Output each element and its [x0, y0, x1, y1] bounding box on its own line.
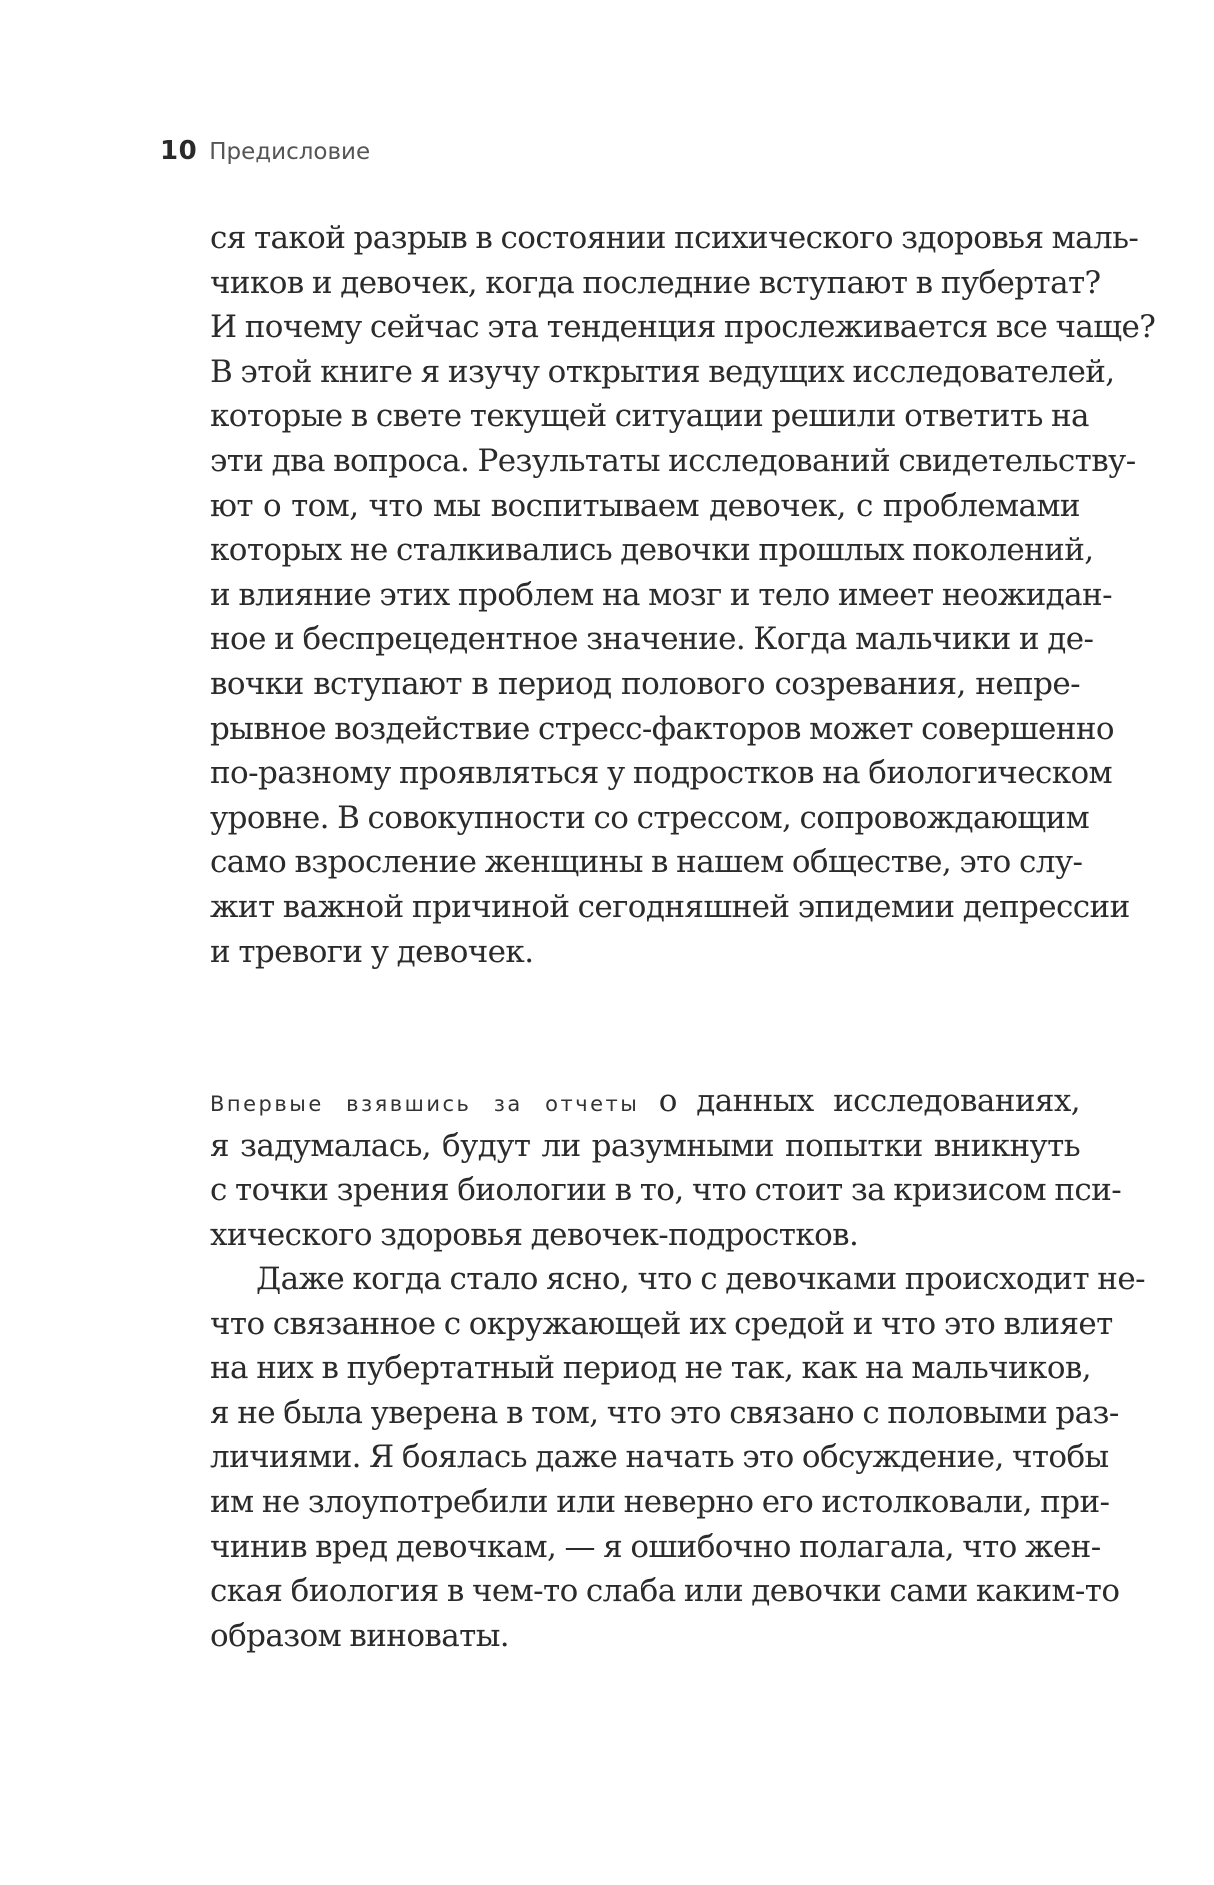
- page-number: 10: [160, 136, 198, 166]
- text-line: эти два вопроса. Результаты исследований свидетельству-: [210, 442, 1136, 479]
- text-line: чинив вред девочкам, — я ошибочно полагала, что жен-: [210, 1528, 1101, 1565]
- text-line: что связанное с окружающей их средой и что это влияет: [210, 1305, 1113, 1342]
- text-line: хического здоровья девочек-подростков.: [210, 1216, 859, 1253]
- section-title: Предисловие: [209, 139, 371, 165]
- text-line: уровне. В совокупности со стрессом, сопровождающим: [210, 799, 1090, 836]
- text-line: жит важной причиной сегодняшней эпидемии депрессии: [210, 888, 1130, 925]
- text-line: ное и беспрецедентное значение. Когда мальчики и де-: [210, 621, 1094, 658]
- text-line: И почему сейчас эта тенденция прослеживается все чаще?: [210, 309, 1156, 346]
- lead-in-small-caps: Впервые взявшись за отчеты: [210, 1092, 640, 1116]
- text-line: им не злоупотребили или неверно его истолковали, при-: [210, 1483, 1110, 1520]
- text-line: рывное воздействие стресс-факторов может совершенно: [210, 710, 1114, 747]
- text-line: личиями. Я боялась даже начать это обсуждение, чтобы: [210, 1439, 1109, 1476]
- text-line: по-разному проявляться у подростков на биологическом: [210, 755, 1113, 792]
- text-line: образом виноваты.: [210, 1617, 510, 1654]
- text-line: Даже когда стало ясно, что с девочками происходит не-: [256, 1261, 1145, 1297]
- text-line: которых не сталкивались девочки прошлых поколений,: [210, 532, 1094, 569]
- text-line: и тревоги у девочек.: [210, 933, 534, 970]
- text-line: которые в свете текущей ситуации решили ответить на: [210, 398, 1089, 435]
- text-line: В этой книге я изучу открытия ведущих исследователей,: [210, 353, 1115, 390]
- text-line: с точки зрения биологии в то, что стоит за кризисом пси-: [210, 1172, 1122, 1209]
- lead-line-rest: о данных исследованиях,: [639, 1083, 1080, 1119]
- text-line: я задумалась, будут ли разумными попытки вникнуть: [210, 1127, 1080, 1164]
- text-line: вочки вступают в период полового созревания, непре-: [210, 665, 1080, 702]
- text-line: на них в пубертатный период не так, как на мальчиков,: [210, 1350, 1091, 1387]
- text-line: ют о том, что мы воспитываем девочек, с проблемами: [210, 487, 1080, 524]
- text-line-lead: [210, 1079, 1080, 1124]
- text-line: и влияние этих проблем на мозг и тело имеет неожидан-: [210, 576, 1112, 613]
- paragraph-3: [210, 1257, 1145, 1658]
- text-line: ся такой разрыв в состоянии психического здоровья маль-: [210, 220, 1139, 256]
- text-line: чиков и девочек, когда последние вступают в пубертат?: [210, 264, 1101, 301]
- text-line: ская биология в чем-то слаба или девочки сами каким-то: [210, 1573, 1120, 1610]
- text-line: само взросление женщины в нашем обществе, это слу-: [210, 844, 1083, 881]
- running-head: [160, 138, 370, 164]
- paragraph-2: [210, 1079, 1122, 1257]
- text-line: я не была уверена в том, что это связано с половыми раз-: [210, 1394, 1119, 1431]
- paragraph-1: [210, 216, 1156, 974]
